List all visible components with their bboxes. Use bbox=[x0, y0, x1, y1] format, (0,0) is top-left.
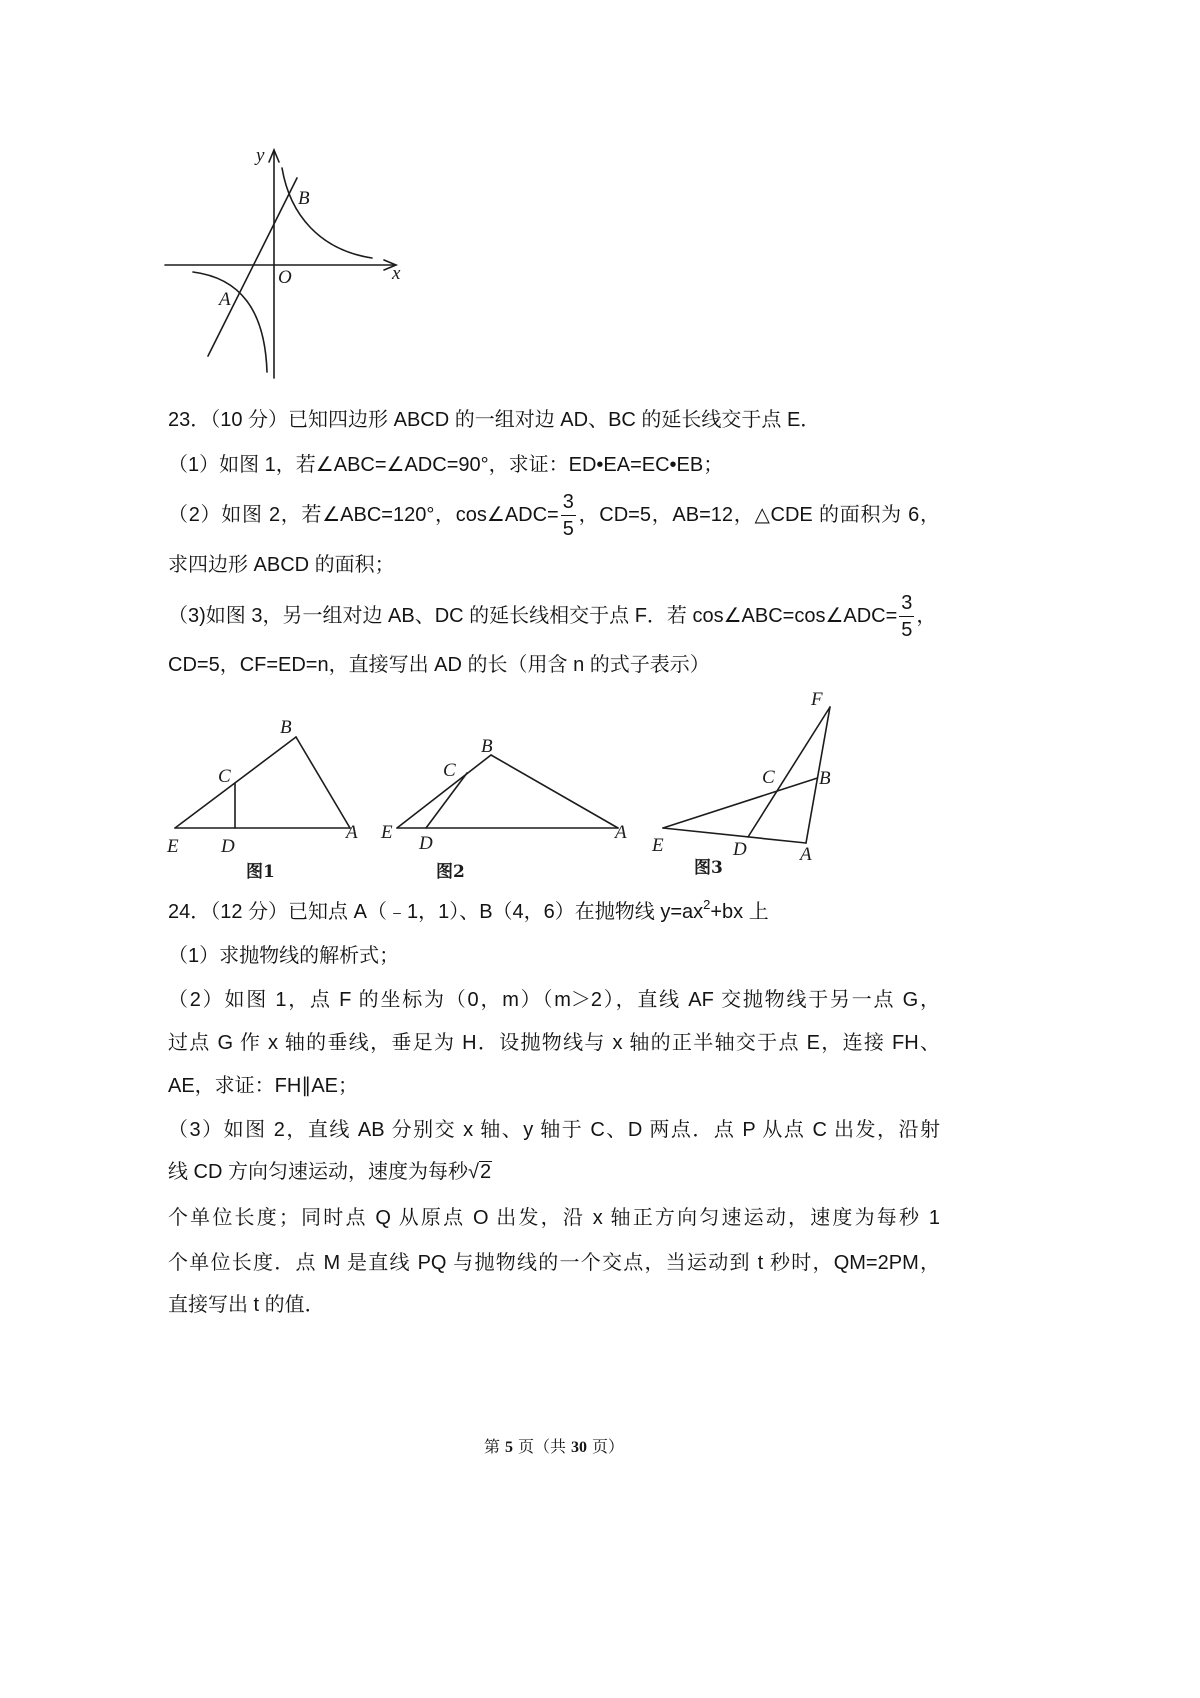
segment-fd bbox=[748, 707, 830, 837]
label-y-axis: y bbox=[256, 145, 265, 166]
figure-1-caption: 图1 bbox=[246, 862, 275, 882]
q24-part3-line2-text: 线 CD 方向匀速运动，速度为每秒 bbox=[168, 1161, 468, 1183]
label-point-b: B bbox=[298, 188, 310, 209]
label-point-c: C bbox=[218, 766, 231, 787]
q23-part2-text-after-fraction: ，CD=5，AB=12，△CDE 的面积为 6， bbox=[577, 504, 940, 526]
q23-part3-fraction bbox=[899, 593, 914, 640]
label-point-a: A bbox=[615, 822, 627, 843]
q24-part2-line2: 过点 G 作 x 轴的垂线，垂足为 H．设抛物线与 x 轴的正半轴交于点 E，连接 FH、 bbox=[168, 1032, 940, 1054]
label-point-a: A bbox=[800, 844, 812, 865]
q23-part1: （1）如图 1，若∠ABC=∠ADC=90°，求证：ED•EA=EC•EB； bbox=[168, 454, 724, 476]
q24-part3-line1: （3）如图 2，直线 AB 分别交 x 轴、y 轴于 C、D 两点．点 P 从点 C 出发，沿射 bbox=[168, 1119, 940, 1141]
q23-part2-line2: 求四边形 ABCD 的面积； bbox=[168, 554, 395, 576]
square-root-symbol: √ bbox=[468, 1161, 479, 1183]
label-point-e: E bbox=[381, 822, 393, 843]
q23-part3-line1 bbox=[168, 592, 937, 642]
label-point-b: B bbox=[280, 717, 292, 738]
q24-part2-line3: AE，求证：FH∥AE； bbox=[168, 1075, 359, 1097]
figure-2 bbox=[370, 730, 640, 890]
q24-stem-text: 24．（12 分）已知点 A（﹣1，1）、B（4，6）在抛物线 y=ax bbox=[168, 901, 704, 923]
segment-ba bbox=[491, 755, 618, 828]
q23-stem: 23．（10 分）已知四边形 ABCD 的一组对边 AD、BC 的延长线交于点 E． bbox=[168, 409, 821, 431]
q24-stem-text-end: +bx 上 bbox=[710, 901, 769, 923]
q23-part3-line2: CD=5，CF=ED=n，直接写出 AD 的长（用含 n 的式子表示） bbox=[168, 654, 710, 676]
figure-1 bbox=[155, 700, 370, 890]
figure-3 bbox=[640, 680, 855, 885]
q24-stem-exponent: 2 bbox=[703, 897, 711, 912]
fraction-numerator: 3 bbox=[899, 593, 914, 617]
label-point-d: D bbox=[221, 836, 235, 857]
fraction-denominator: 5 bbox=[562, 518, 574, 541]
square-root-radicand: 2 bbox=[479, 1161, 492, 1183]
q24-part3-line4: 个单位长度．点 M 是直线 PQ 与抛物线的一个交点，当运动到 t 秒时，QM=2PM， bbox=[168, 1252, 940, 1274]
q23-part2-fraction bbox=[561, 492, 576, 539]
figure-3-caption: 图3 bbox=[694, 858, 723, 878]
label-origin-o: O bbox=[278, 267, 292, 288]
q23-part3-text-before-fraction: （3)如图 3，另一组对边 AB、DC 的延长线相交于点 F．若 cos∠ABC=cos∠ADC= bbox=[168, 605, 898, 627]
label-x-axis: x bbox=[392, 263, 401, 284]
label-point-c: C bbox=[762, 767, 775, 788]
label-point-d: D bbox=[733, 839, 747, 860]
q24-part1: （1）求抛物线的解析式； bbox=[168, 945, 400, 967]
label-point-c: C bbox=[443, 760, 456, 781]
footer-total-pages: 30 bbox=[571, 1439, 588, 1456]
q24-stem bbox=[168, 899, 940, 925]
label-point-f: F bbox=[811, 689, 823, 710]
label-point-b: B bbox=[481, 736, 493, 757]
q23-part2-text-before-fraction: （2）如图 2，若∠ABC=120°，cos∠ADC= bbox=[168, 504, 559, 526]
figure-2-caption: 图2 bbox=[436, 862, 465, 882]
label-point-e: E bbox=[167, 836, 179, 857]
label-point-e: E bbox=[652, 835, 664, 856]
footer-middle: 页（共 bbox=[518, 1439, 567, 1456]
hyperbola-branch-third-quadrant bbox=[193, 272, 267, 372]
segment-eb bbox=[663, 778, 818, 828]
q24-part3-line5: 直接写出 t 的值． bbox=[168, 1294, 325, 1316]
footer-prefix: 第 bbox=[484, 1439, 501, 1456]
page-footer bbox=[484, 1434, 624, 1457]
q24-part2-line1: （2）如图 1，点 F 的坐标为（0，m）（m＞2），直线 AF 交抛物线于另一点 G， bbox=[168, 989, 940, 1011]
label-point-a: A bbox=[219, 289, 231, 310]
label-point-d: D bbox=[419, 833, 433, 854]
label-point-b: B bbox=[819, 768, 831, 789]
footer-page-number: 5 bbox=[505, 1439, 514, 1456]
segment-ba bbox=[296, 737, 350, 828]
q24-part3-line2 bbox=[168, 1159, 940, 1185]
q23-part2-line1 bbox=[168, 491, 940, 541]
footer-suffix: 页） bbox=[592, 1439, 625, 1456]
q23-part3-text-after-fraction: ， bbox=[916, 605, 937, 627]
coordinate-graph-figure bbox=[150, 135, 420, 390]
fraction-denominator: 5 bbox=[901, 619, 913, 642]
fraction-numerator: 3 bbox=[561, 492, 576, 516]
q24-part3-line3: 个单位长度；同时点 Q 从原点 O 出发，沿 x 轴正方向匀速运动，速度为每秒 1 bbox=[168, 1207, 940, 1229]
label-point-a: A bbox=[346, 822, 358, 843]
